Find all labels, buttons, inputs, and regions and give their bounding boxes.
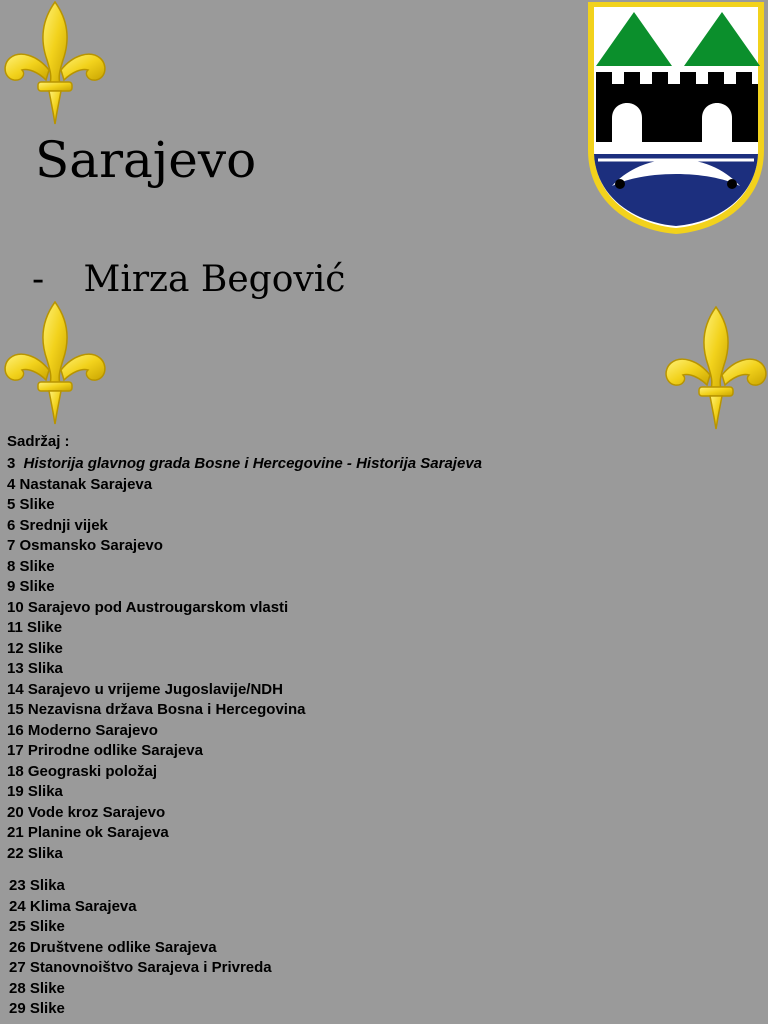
toc-item: 22 Slika (7, 844, 63, 862)
toc-item: 23 Slika (9, 877, 65, 894)
toc-item: 28 Slike (9, 979, 65, 997)
toc-item: 21 Planine ok Sarajeva (7, 824, 169, 841)
toc-item: 6 Srednji vijek (7, 516, 108, 534)
toc-item: 15 Nezavisna država Bosna i Hercegovina (7, 701, 306, 718)
author-name: Mirza Begović (83, 259, 346, 300)
toc-item: 18 Geograski položaj (7, 762, 158, 780)
toc-item: 4 Nastanak Sarajeva (7, 475, 153, 493)
toc-item: 5 Slike (7, 496, 55, 513)
toc-item: 20 Vode kroz Sarajevo (7, 803, 166, 821)
toc-item: 8 Slike (7, 557, 55, 575)
toc-item: 29 Slike (9, 1000, 65, 1017)
fleur-de-lis-icon (663, 305, 768, 431)
toc-item: 12 Slike (7, 639, 63, 657)
toc-item: 19 Slika (7, 783, 63, 800)
coat-of-arms-icon (584, 0, 768, 236)
toc-item: 16 Moderno Sarajevo (7, 721, 158, 739)
toc-item: 9 Slike (7, 578, 55, 595)
table-of-contents-continued (9, 876, 272, 1020)
author-line (32, 255, 345, 305)
toc-item: 3 Historija glavnog grada Bosne i Hercegovine - Historija Sarajeva (7, 455, 482, 472)
toc-item: 10 Sarajevo pod Austrougarskom vlasti (7, 598, 289, 616)
toc-item: 7 Osmansko Sarajevo (7, 537, 163, 554)
toc-item: 17 Prirodne odlike Sarajeva (7, 742, 203, 759)
table-of-contents (7, 454, 482, 864)
fleur-de-lis-icon (2, 0, 108, 126)
toc-item: 11 Slike (7, 619, 63, 636)
toc-item: 27 Stanovnoištvo Sarajeva i Privreda (9, 959, 272, 976)
fleur-de-lis-icon (2, 300, 108, 426)
page-title: Sarajevo (35, 131, 257, 189)
toc-heading: Sadržaj : (7, 433, 70, 450)
toc-item: 13 Slika (7, 660, 63, 677)
toc-item: 24 Klima Sarajeva (9, 897, 137, 915)
toc-item: 25 Slike (9, 918, 65, 935)
author-dash: - (32, 259, 45, 300)
toc-item: 14 Sarajevo u vrijeme Jugoslavije/NDH (7, 680, 283, 698)
toc-item: 26 Društvene odlike Sarajeva (9, 938, 217, 956)
